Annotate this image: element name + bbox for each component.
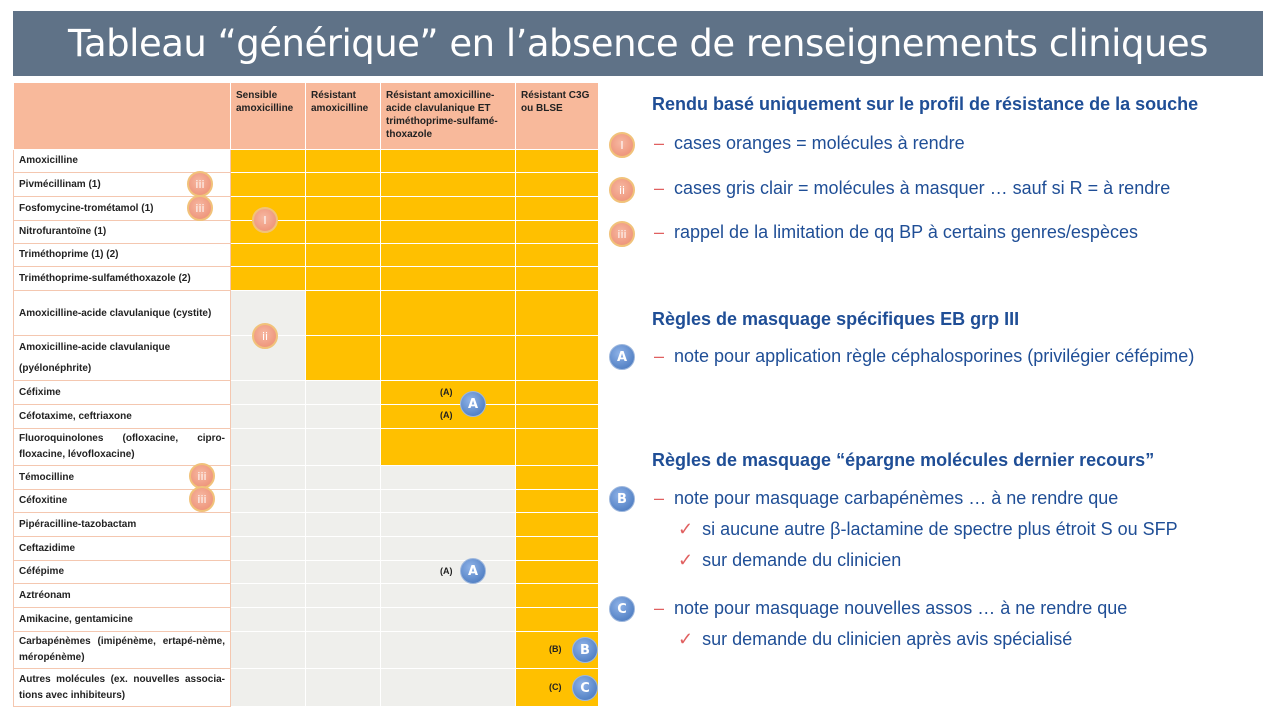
cell-mask <box>381 537 516 561</box>
cell-mask <box>306 537 381 561</box>
row-label: Aztréonam <box>14 584 231 608</box>
table-row <box>14 537 599 561</box>
table-row <box>14 197 599 221</box>
cell-render <box>516 336 599 381</box>
table-row <box>14 221 599 244</box>
sub-item-narrow-spectrum <box>678 519 1178 540</box>
cell-render <box>516 513 599 537</box>
cell-mask <box>381 490 516 513</box>
header-resistant-amoxicilline: Résistant amoxicilline <box>306 83 381 150</box>
cell-mask <box>306 632 381 669</box>
check-icon: ✓ <box>678 629 694 649</box>
cell-mask <box>306 669 381 707</box>
row-label: Pivmécillinam (1) <box>14 173 231 197</box>
note-mark-a-cefepime: (A) <box>440 566 453 576</box>
legend-item-gray <box>654 178 1170 199</box>
table-row <box>14 336 599 381</box>
legend-badge-b: B <box>609 486 635 512</box>
cell-render <box>516 537 599 561</box>
cell-render <box>516 291 599 336</box>
cell-render <box>381 197 516 221</box>
cell-mask <box>231 669 306 707</box>
table-row <box>14 669 599 707</box>
cell-render <box>516 244 599 267</box>
cell-render <box>516 466 599 490</box>
legend-item-carbapenemes <box>654 488 1118 509</box>
legend-text: cases oranges = molécules à rendre <box>674 133 965 153</box>
badge-c-autres: C <box>572 675 598 701</box>
row-label: Triméthoprime (1) (2) <box>14 244 231 267</box>
legend-badge-i: I <box>609 132 635 158</box>
row-label: Pipéracilline-tazobactam <box>14 513 231 537</box>
dash-bullet: – <box>654 598 665 618</box>
section3-heading: Règles de masquage “épargne molécules dernier recours” <box>652 450 1155 470</box>
legend-text: cases gris clair = molécules à masquer … sauf si R = à rendre <box>674 178 1171 198</box>
table-row <box>14 466 599 490</box>
legend-item-limitation <box>654 222 1138 243</box>
header-empty <box>14 83 231 150</box>
cell-mask <box>306 405 381 429</box>
cell-mask <box>381 669 516 707</box>
sub-item-specialist-advice <box>678 629 1072 650</box>
row-label: Amoxicilline-acide clavulanique (pyélonéphrite) <box>14 336 231 381</box>
cell-render <box>381 173 516 197</box>
table-row <box>14 608 599 632</box>
cell-mask <box>231 405 306 429</box>
cell-mask <box>306 381 381 405</box>
cell-mask <box>231 561 306 584</box>
header-sensible-amoxicilline: Sensible amoxicilline <box>231 83 306 150</box>
cell-mask <box>231 608 306 632</box>
cell-render <box>516 405 599 429</box>
note-mark-c-autres: (C) <box>549 682 562 692</box>
badge-iii-temocilline: iii <box>189 463 215 489</box>
note-mark-b-carbapenemes: (B) <box>549 644 562 654</box>
row-label: Témocilline <box>14 466 231 490</box>
table-row <box>14 381 599 405</box>
legend-badge-a: A <box>609 344 635 370</box>
cell-mask <box>306 513 381 537</box>
cell-render <box>381 336 516 381</box>
cell-mask <box>231 466 306 490</box>
cell-render <box>516 490 599 513</box>
cell-mask <box>306 584 381 608</box>
sub-text: si aucune autre β-lactamine de spectre plus étroit S ou SFP <box>702 519 1178 539</box>
table-header-row <box>14 83 599 150</box>
row-label: Céfotaxime, ceftriaxone <box>14 405 231 429</box>
cell-mask <box>231 584 306 608</box>
row-label: Triméthoprime-sulfaméthoxazole (2) <box>14 267 231 291</box>
row-label: Céfépime <box>14 561 231 584</box>
cell-render <box>381 221 516 244</box>
row-label: Amikacine, gentamicine <box>14 608 231 632</box>
row-label: Nitrofurantoïne (1) <box>14 221 231 244</box>
cell-mask <box>306 466 381 490</box>
table-row <box>14 244 599 267</box>
cell-mask <box>231 381 306 405</box>
row-label: Fosfomycine-trométamol (1) <box>14 197 231 221</box>
cell-render <box>516 150 599 173</box>
cell-mask <box>381 632 516 669</box>
cell-mask <box>381 466 516 490</box>
cell-render <box>516 561 599 584</box>
cell-mask <box>381 584 516 608</box>
cell-render <box>231 150 306 173</box>
cell-mask <box>381 608 516 632</box>
check-icon: ✓ <box>678 519 694 539</box>
cell-render <box>381 267 516 291</box>
table-row <box>14 513 599 537</box>
cell-render <box>306 150 381 173</box>
badge-iii-pivmecillinam: iii <box>187 171 213 197</box>
cell-render <box>516 267 599 291</box>
cell-render <box>306 336 381 381</box>
check-icon: ✓ <box>678 550 694 570</box>
table-row <box>14 561 599 584</box>
legend-badge-ii: ii <box>609 177 635 203</box>
legend-text: note pour masquage carbapénèmes … à ne rendre que <box>674 488 1119 508</box>
legend-item-cephalosporines <box>654 346 1194 367</box>
slide-title: Tableau “générique” en l’absence de renseignements cliniques <box>13 11 1263 76</box>
cell-mask <box>231 513 306 537</box>
cell-render <box>516 381 599 405</box>
table-row <box>14 291 599 336</box>
dash-bullet: – <box>654 133 665 153</box>
note-mark-a-cefotaxime: (A) <box>440 410 453 420</box>
legend-item-nouvelles-assos <box>654 598 1127 619</box>
cell-mask <box>306 561 381 584</box>
badge-ii-gray: ii <box>252 323 278 349</box>
cell-render <box>516 197 599 221</box>
cell-render <box>231 173 306 197</box>
dash-bullet: – <box>654 346 665 366</box>
dash-bullet: – <box>654 222 665 242</box>
cell-render <box>306 197 381 221</box>
cell-render <box>381 244 516 267</box>
table-row <box>14 584 599 608</box>
legend-text: note pour masquage nouvelles assos … à ne rendre que <box>674 598 1128 618</box>
cell-mask <box>306 490 381 513</box>
cell-mask <box>231 429 306 466</box>
table-row <box>14 150 599 173</box>
row-label: Amoxicilline <box>14 150 231 173</box>
cell-mask <box>231 632 306 669</box>
cell-render <box>306 221 381 244</box>
badge-a-cephalosporines: A <box>460 391 486 417</box>
legend-badge-iii: iii <box>609 221 635 247</box>
cell-render <box>516 608 599 632</box>
cell-render <box>231 267 306 291</box>
legend-text: rappel de la limitation de qq BP à certains genres/espèces <box>674 222 1138 242</box>
table-row <box>14 429 599 466</box>
badge-iii-fosfomycine: iii <box>187 195 213 221</box>
table-row <box>14 173 599 197</box>
cell-render <box>381 429 516 466</box>
cell-mask <box>231 537 306 561</box>
badge-i-orange: I <box>252 207 278 233</box>
cell-mask <box>381 513 516 537</box>
sub-item-clinician-request <box>678 550 901 571</box>
note-mark-a-cefixime: (A) <box>440 387 453 397</box>
cell-mask <box>306 429 381 466</box>
section1-heading: Rendu basé uniquement sur le profil de résistance de la souche <box>652 94 1199 114</box>
antibiotic-table <box>13 82 599 707</box>
row-label: Amoxicilline-acide clavulanique (cystite) <box>14 291 231 336</box>
row-label: Carbapénèmes (imipénème, ertapé-nème, méropénème) <box>14 632 231 669</box>
row-label: Fluoroquinolones (ofloxacine, cipro-floxacine, lévofloxacine) <box>14 429 231 466</box>
dash-bullet: – <box>654 178 665 198</box>
cell-mask <box>306 608 381 632</box>
cell-render <box>381 291 516 336</box>
cell-render <box>231 244 306 267</box>
sub-text: sur demande du clinicien <box>702 550 902 570</box>
header-resistant-c3g-blse: Résistant C3G ou BLSE <box>516 83 599 150</box>
badge-iii-cefoxitine: iii <box>189 486 215 512</box>
row-label: Ceftazidime <box>14 537 231 561</box>
cell-mask <box>231 490 306 513</box>
cell-render <box>516 221 599 244</box>
cell-render <box>516 173 599 197</box>
cell-render <box>516 584 599 608</box>
row-label: Céfixime <box>14 381 231 405</box>
sub-text: sur demande du clinicien après avis spécialisé <box>702 629 1073 649</box>
dash-bullet: – <box>654 488 665 508</box>
cell-render <box>306 291 381 336</box>
table-row <box>14 267 599 291</box>
badge-b-carbapenemes: B <box>572 637 598 663</box>
section2-heading: Règles de masquage spécifiques EB grp III <box>652 309 1020 329</box>
cell-render <box>306 173 381 197</box>
row-label: Céfoxitine <box>14 490 231 513</box>
header-resistant-amox-clav-tmp-smx: Résistant amoxicilline-acide clavulanique ET triméthoprime-sulfamé-thoxazole <box>381 83 516 150</box>
table-row <box>14 632 599 669</box>
badge-a-cefepime: A <box>460 558 486 584</box>
table-row <box>14 490 599 513</box>
cell-render <box>306 244 381 267</box>
cell-render <box>516 429 599 466</box>
legend-badge-c: C <box>609 596 635 622</box>
legend-item-orange <box>654 133 965 154</box>
table-row <box>14 405 599 429</box>
cell-render <box>306 267 381 291</box>
legend-text: note pour application règle céphalosporines (privilégier céfépime) <box>674 346 1195 366</box>
cell-render <box>381 150 516 173</box>
row-label: Autres molécules (ex. nouvelles associa-tions avec inhibiteurs) <box>14 669 231 707</box>
